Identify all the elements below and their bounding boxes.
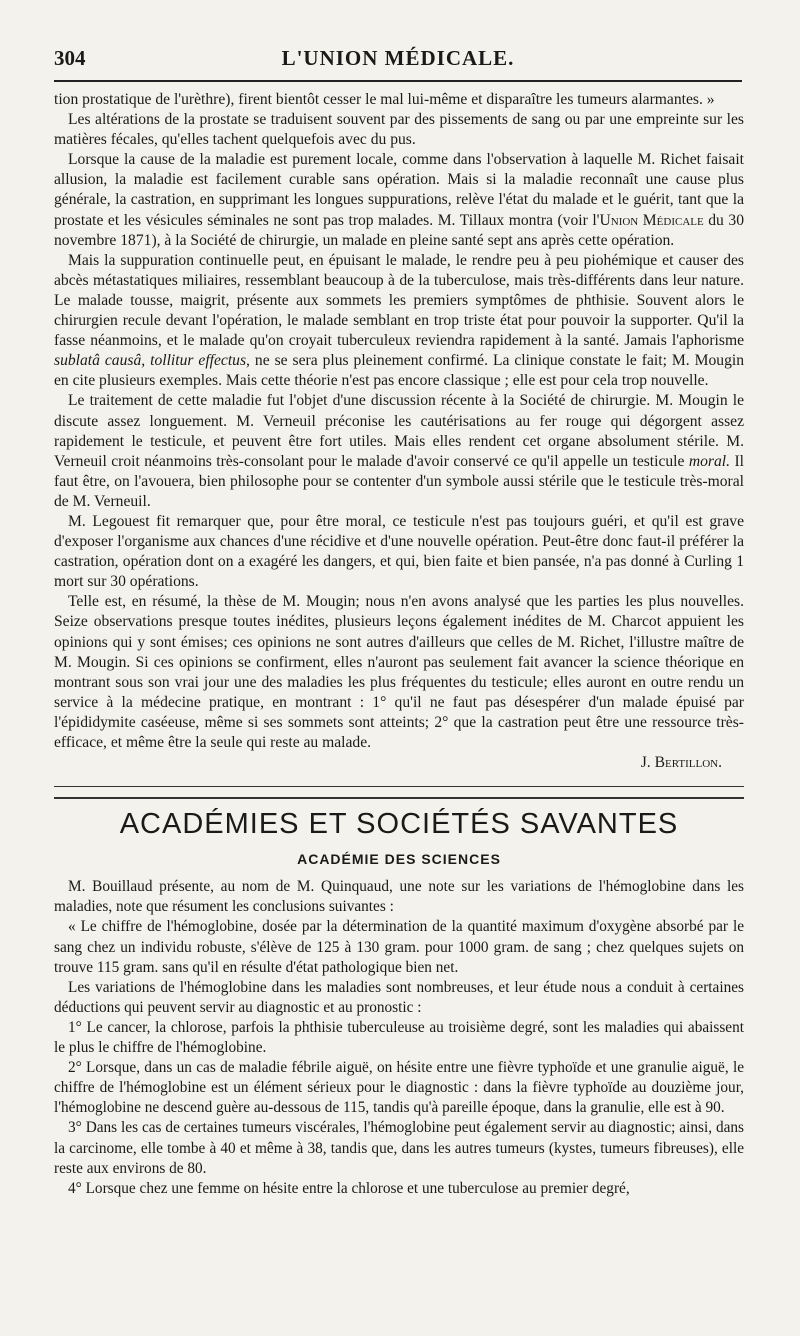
article-body [54,90,744,1199]
paragraph: Lorsque la cause de la maladie est purement locale, comme dans l'observation à laquelle M. Richet faisait allusion, la maladie est facilement curable sans opération. Mais si la maladie reconnaît une cause plus générale, la castration, en supprimant les longues suppurations, relève l'état du malade et le guérit, tant que la prostate et les vésicules séminales ne sont pas trop malades. M. Tillaux montra (voir l'Union Médicale du 30 novembre 1871), à la Société de chirurgie, un malade en pleine santé sept ans après cette opération. [54,151,744,249]
header-rule [54,80,742,82]
paragraph: Les variations de l'hémoglobine dans les maladies sont nombreuses, et leur étude nous a conduit à certaines déductions qui peuvent servir au diagnostic et au pronostic : [54,978,744,1016]
paragraph: tion prostatique de l'urèthre), firent bientôt cesser le mal lui-même et disparaître les tumeurs alarmantes. » [54,91,715,108]
paragraph: Le traitement de cette maladie fut l'objet d'une discussion récente à la Société de chirurgie. M. Mougin le discute assez longuement. M. Verneuil préconise les cautérisations au fer rouge qui dégorgent assez rapidement le testicule, et peuvent être fort utiles. Mais elles rendent cet organe absolument stérile. M. Verneuil croit néanmoins très-consolant pour le malade d'avoir conservé ce qu'il appelle un testicule moral. Il faut être, on l'avouera, bien philosophe pour se contenter d'un symbole aussi stérile que le testicule très-moral de M. Verneuil. [54,392,744,510]
page-number: 304 [54,46,86,70]
paragraph: 3° Dans les cas de certaines tumeurs viscérales, l'hémoglobine peut également servir au diagnostic; ainsi, dans la carcinome, elle tombe à 40 et même à 38, tandis que, dans les autres tumeurs (kystes, tumeurs fibreuses), elle reste aux environs de 80. [54,1119,744,1177]
page-header [54,46,742,76]
paragraph: M. Legouest fit remarquer que, pour être moral, ce testicule n'est pas toujours guéri, et qu'il est grave d'exposer l'organisme aux chances d'une récidive et d'une nouvelle opération. Peut-être donc faut-il préférer la castration, opération dont on a exagéré les dangers, et qui, bien faite et bien pansée, n'a pas donné à Curling 1 mort sur 30 opérations. [54,512,744,591]
paragraph: « Le chiffre de l'hémoglobine, dosée par la détermination de la quantité maximum d'oxygène absorbé par le sang chez un individu robuste, s'élève de 125 à 130 gram. pour 1000 gram. de sang ; chez quelques sujets on trouve 115 gram. sans qu'il en résulte d'état pathologique bien net. [54,918,744,976]
paragraph: Les altérations de la prostate se traduisent souvent par des pissements de sang ou par une empreinte sur les matières fécales, qu'elles tachent quelquefois avec du pus. [54,111,744,149]
paragraph: 2° Lorsque, dans un cas de maladie fébrile aiguë, on hésite entre une fièvre typhoïde et une granulie aiguë, le chiffre de l'hémoglobine est un élément sérieux pour le diagnostic : dans la fièvre typhoïde au douzième jour, l'hémoglobine ne descend guère au-dessous de 115, tandis qu'à pareille époque, dans la granulie, elle est à 90. [54,1059,744,1117]
paragraph: Telle est, en résumé, la thèse de M. Mougin; nous n'en avons analysé que les parties les plus nouvelles. Seize observations presque toutes inédites, plusieurs leçons également inédites de M. Charcot appuient les opinions qui y sont émises; ces opinions ne sont autres d'ailleurs que celles de M. Richet, l'illustre maître de M. Mougin. Si ces opinions se confirment, elles n'auront pas seulement fait avancer la science théorique en montrant sous son vrai jour une des maladies les plus fréquentes du testicule; elles auront en outre rendu un service à la médecine pratique, en montrant : 1° qu'il ne faut pas désespérer d'un malade épuisé par l'épididymite caséeuse, même si ses sommets sont atteints; 2° que la castration peut être une ressource très-efficace, et même être la seule qui reste au malade. [54,593,744,751]
section-subtitle: ACADÉMIE DES SCIENCES [297,851,501,868]
journal-title: L'UNION MÉDICALE. [281,46,515,70]
latin-aphorism: sublatâ causâ, tollitur effectus, [54,352,250,370]
paragraph: M. Bouillaud présente, au nom de M. Quinquaud, une note sur les variations de l'hémoglobine dans les maladies, note que résument les conclusions suivantes : [54,878,744,916]
author-signature: J. Bertillon. [640,754,722,772]
section-separator [54,786,744,799]
italic-word: moral. [688,452,731,470]
section-title: ACADÉMIES ET SOCIÉTÉS SAVANTES [119,808,679,841]
paragraph: 4° Lorsque chez une femme on hésite entre la chlorose et une tuberculose au premier degré, [68,1179,630,1197]
section-body [54,877,744,1199]
journal-reference: Union Médicale [599,211,704,229]
paragraph: Mais la suppuration continuelle peut, en épuisant le malade, le rendre peu à peu piohémique et causer des abcès métastatiques miliaires, ressemblant beaucoup à de la tuberculose, mais très-différents dans leur nature. Le malade tousse, maigrit, présente aux sommets les premiers symptômes de phthisie. Souvent alors le chirurgien recule devant l'opération, le malade semblant en trop triste état pour pouvoir la supporter. Qu'il la fasse néanmoins, et le malade qu'on croyait tuberculeux reviendra rapidement à la santé. Jamais l'aphorisme sublatâ causâ, tollitur effectus, ne se sera plus pleinement confirmé. La clinique constate le fait; M. Mougin en cite plusieurs exemples. Mais cette théorie n'est pas encore classique ; elle est pour cela trop nouvelle. [54,251,744,390]
paragraph: 1° Le cancer, la chlorose, parfois la phthisie tuberculeuse au troisième degré, sont les maladies qui abaissent le plus le chiffre de l'hémoglobine. [54,1018,744,1057]
